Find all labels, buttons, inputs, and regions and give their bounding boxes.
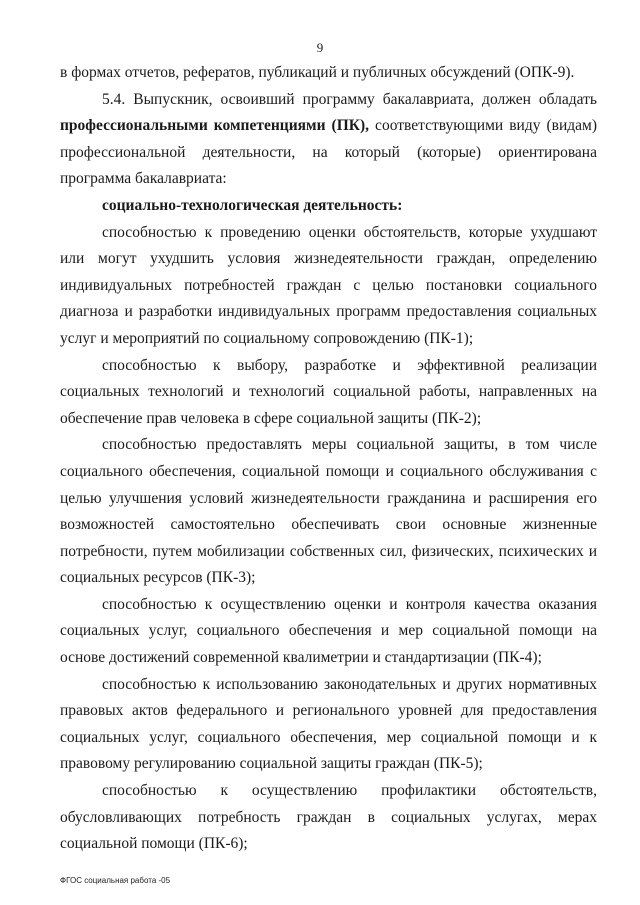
competency-pk1: способностью к проведению оценки обстоятельств, которые ухудшают или могут ухудшить условия жизнедеятельности граждан, определению индивидуальных потребностей граждан с целью постановки социального диагноза и разработки индивидуальных программ предоставления социальных услуг и мероприятий по социальному сопровождению (ПК-1); — [60, 223, 597, 347]
competency-pk4: способностью к осуществлению оценки и контроля качества оказания социальных услуг, социального обеспечения и мер социальной помощи на основе достижений современной квалиметрии и стандартизации (ПК-4); — [60, 595, 597, 667]
paragraph-5-4 — [60, 87, 597, 193]
paragraph-5-4-end: соответствующими виду (видам) профессиональной деятельности, на который (которые) ориентирована программа бакалавриата: — [60, 117, 598, 188]
page-number: 9 — [316, 40, 324, 55]
document-body — [60, 60, 597, 858]
competency-pk6: способностью к осуществлению профилактики обстоятельств, обусловливающих потребность граждан в социальных услугах, мерах социальной помощи (ПК-6); — [60, 782, 597, 853]
professional-competencies-term: профессиональными компетенциями (ПК), — [60, 117, 370, 135]
competency-pk2: способностью к выбору, разработке и эффективной реализации социальных технологий и технологий социальной работы, направленных на обеспечение прав человека в сфере социальной защиты (ПК-2); — [60, 356, 597, 427]
competency-pk5: способностью к использованию законодательных и других нормативных правовых актов федерального и регионального уровней для предоставления социальных услуг, социального обеспечения, мер социальной помощи и к правовому регулированию социальной защиты граждан (ПК-5); — [60, 675, 597, 773]
section-heading: социально-технологическая деятельность: — [102, 196, 403, 214]
paragraph-opk9-end: в формах отчетов, рефератов, публикаций и публичных обсуждений (ОПК-9). — [60, 64, 575, 81]
competency-pk3: способностью предоставлять меры социальной защиты, в том числе социального обеспечения, социальной помощи и социального обслуживания с целью улучшения условий жизнедеятельности гражданина и расширения его возможностей самостоятельно обеспечивать свои основные жизненные потребности, путем мобилизации собственных сил, физических, психических и социальных ресурсов (ПК-3); — [60, 436, 597, 587]
paragraph-5-4-start: 5.4. Выпускник, освоивший программу бакалавриата, должен обладать — [102, 90, 597, 108]
page-footer: ФГОС социальная работа -05 — [60, 876, 171, 885]
